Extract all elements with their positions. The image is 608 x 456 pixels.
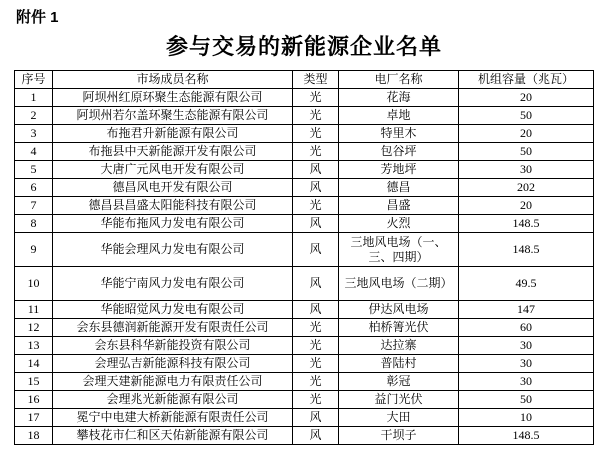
cell-member-name: 华能布拖风力发电有限公司 [53,215,293,233]
cell-member-name: 阿坝州红原环聚生态能源有限公司 [53,89,293,107]
table-row [15,301,594,319]
cell-capacity: 148.5 [459,427,594,445]
cell-index: 15 [15,373,53,391]
table-row [15,197,594,215]
cell-type: 光 [293,337,339,355]
cell-plant-name: 柏桥箐光伏 [339,319,459,337]
cell-type: 风 [293,301,339,319]
cell-type: 风 [293,215,339,233]
cell-type: 光 [293,373,339,391]
cell-capacity: 20 [459,125,594,143]
cell-index: 4 [15,143,53,161]
cell-capacity: 202 [459,179,594,197]
cell-plant-name: 芳地坪 [339,161,459,179]
cell-index: 14 [15,355,53,373]
cell-type: 光 [293,355,339,373]
table-row [15,355,594,373]
cell-type: 光 [293,107,339,125]
cell-member-name: 会理天建新能源电力有限责任公司 [53,373,293,391]
table-row [15,125,594,143]
table-header-row [15,71,594,89]
cell-plant-name: 花海 [339,89,459,107]
cell-plant-name: 彰冠 [339,373,459,391]
column-header-capacity: 机组容量（兆瓦） [459,71,594,89]
cell-capacity: 50 [459,391,594,409]
cell-member-name: 华能宁南风力发电有限公司 [53,267,293,301]
cell-plant-name: 普陆村 [339,355,459,373]
cell-plant-name: 伊达风电场 [339,301,459,319]
cell-capacity: 148.5 [459,233,594,267]
cell-member-name: 德昌县昌盛太阳能科技有限公司 [53,197,293,215]
table-row [15,89,594,107]
cell-type: 风 [293,233,339,267]
cell-capacity: 30 [459,161,594,179]
table-row [15,143,594,161]
column-header-index: 序号 [15,71,53,89]
cell-index: 2 [15,107,53,125]
cell-member-name: 会东县德润新能源开发有限责任公司 [53,319,293,337]
cell-member-name: 会理弘吉新能源科技有限公司 [53,355,293,373]
cell-member-name: 德昌风电开发有限公司 [53,179,293,197]
cell-capacity: 148.5 [459,215,594,233]
cell-capacity: 30 [459,337,594,355]
table-row [15,267,594,301]
cell-capacity: 60 [459,319,594,337]
cell-type: 光 [293,319,339,337]
table-row [15,391,594,409]
cell-index: 16 [15,391,53,409]
cell-type: 光 [293,125,339,143]
cell-plant-name: 大田 [339,409,459,427]
cell-index: 17 [15,409,53,427]
cell-plant-name: 昌盛 [339,197,459,215]
cell-capacity: 49.5 [459,267,594,301]
cell-capacity: 20 [459,89,594,107]
cell-type: 光 [293,197,339,215]
cell-member-name: 华能昭觉风力发电有限公司 [53,301,293,319]
cell-plant-name: 达拉寨 [339,337,459,355]
table-row [15,233,594,267]
cell-type: 风 [293,267,339,301]
cell-member-name: 阿坝州若尔盖环聚生态能源有限公司 [53,107,293,125]
cell-member-name: 冕宁中电建大桥新能源有限责任公司 [53,409,293,427]
cell-capacity: 147 [459,301,594,319]
table-row [15,427,594,445]
cell-type: 光 [293,143,339,161]
cell-member-name: 布拖君升新能源有限公司 [53,125,293,143]
cell-index: 1 [15,89,53,107]
cell-type: 风 [293,427,339,445]
cell-plant-name: 三地风电场（二期） [339,267,459,301]
cell-member-name: 布拖县中天新能源开发有限公司 [53,143,293,161]
cell-member-name: 会东县科华新能投资有限公司 [53,337,293,355]
cell-plant-name: 德昌 [339,179,459,197]
cell-plant-name: 益门光伏 [339,391,459,409]
cell-plant-name: 特里木 [339,125,459,143]
cell-type: 风 [293,409,339,427]
cell-index: 8 [15,215,53,233]
table-row [15,337,594,355]
page-title: 参与交易的新能源企业名单 [165,34,442,59]
cell-member-name: 大唐广元风电开发有限公司 [53,161,293,179]
cell-index: 18 [15,427,53,445]
column-header-plant: 电厂名称 [339,71,459,89]
table-body [15,89,594,445]
cell-plant-name: 干坝子 [339,427,459,445]
cell-member-name: 攀枝花市仁和区天佑新能源有限公司 [53,427,293,445]
table-row [15,215,594,233]
cell-plant-name: 卓地 [339,107,459,125]
cell-type: 光 [293,391,339,409]
column-header-name: 市场成员名称 [53,71,293,89]
cell-plant-name: 包谷坪 [339,143,459,161]
cell-index: 6 [15,179,53,197]
cell-type: 风 [293,179,339,197]
table-row [15,319,594,337]
cell-capacity: 50 [459,107,594,125]
table-row [15,409,594,427]
cell-type: 光 [293,89,339,107]
cell-index: 13 [15,337,53,355]
cell-capacity: 50 [459,143,594,161]
cell-capacity: 10 [459,409,594,427]
cell-index: 12 [15,319,53,337]
table-header [15,71,594,89]
cell-index: 5 [15,161,53,179]
table-row [15,161,594,179]
attachment-label: 附件 1 [16,9,59,26]
cell-index: 9 [15,233,53,267]
cell-index: 7 [15,197,53,215]
table-row [15,373,594,391]
cell-index: 11 [15,301,53,319]
cell-capacity: 20 [459,197,594,215]
table-row [15,179,594,197]
cell-capacity: 30 [459,373,594,391]
table-row [15,107,594,125]
column-header-type: 类型 [293,71,339,89]
cell-index: 3 [15,125,53,143]
enterprise-list-table [14,70,594,445]
cell-index: 10 [15,267,53,301]
cell-member-name: 华能会理风力发电有限公司 [53,233,293,267]
cell-type: 风 [293,161,339,179]
cell-plant-name: 火烈 [339,215,459,233]
cell-capacity: 30 [459,355,594,373]
cell-plant-name: 三地风电场（一、三、四期） [339,233,459,267]
cell-member-name: 会理兆光新能源有限公司 [53,391,293,409]
